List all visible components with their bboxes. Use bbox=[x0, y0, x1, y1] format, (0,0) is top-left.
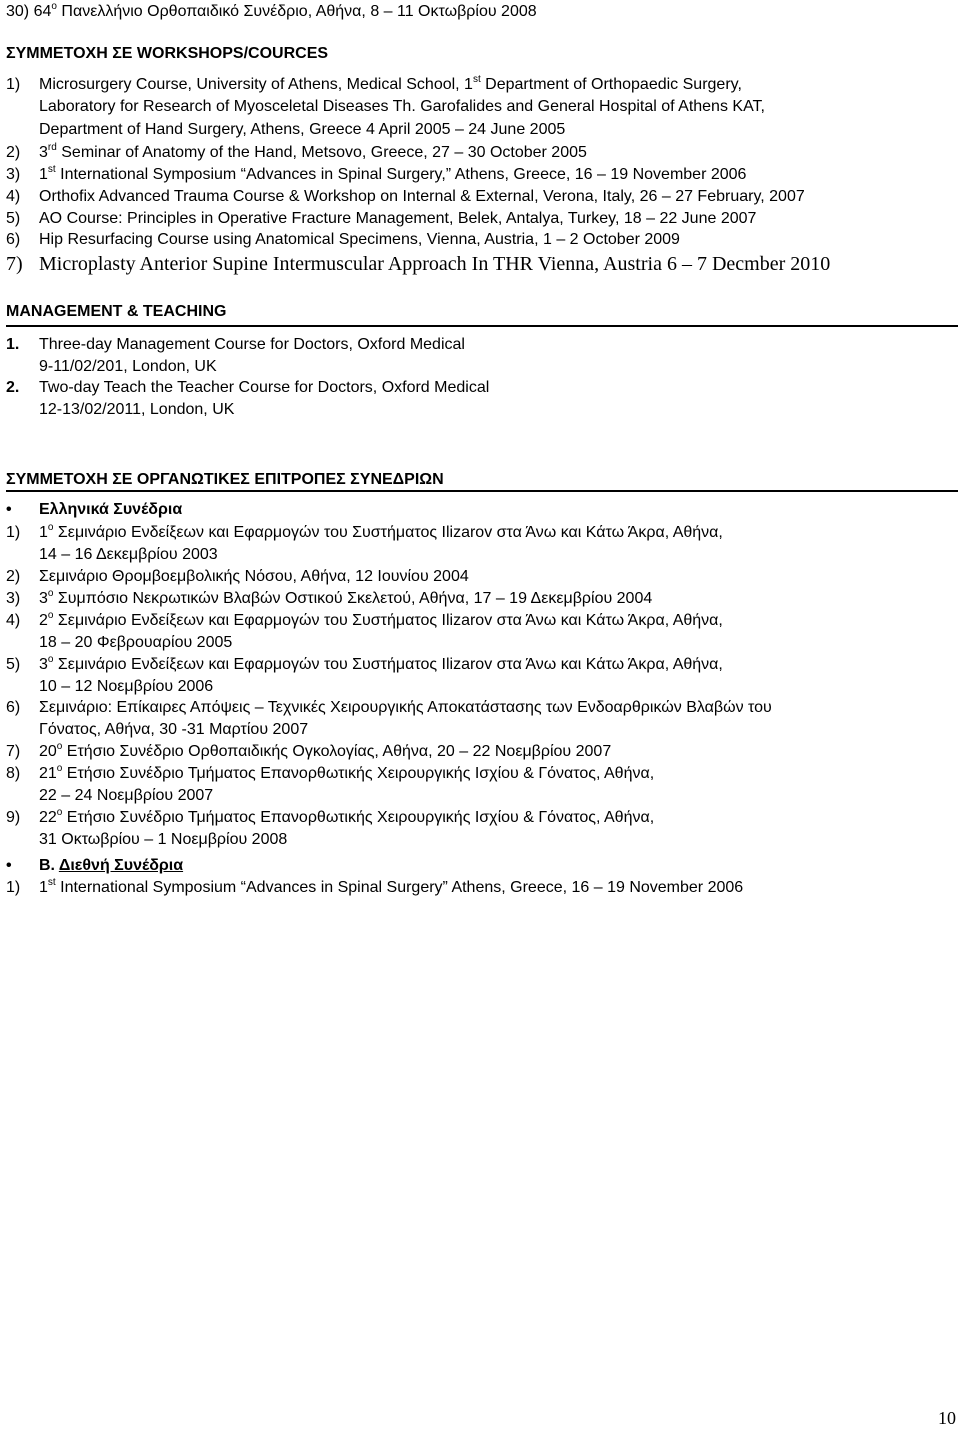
bullet-icon: • bbox=[6, 501, 12, 518]
workshop-item-7: 7) Microplasty Anterior Supine Intermuscular Approach In THR Vienna, Austria 6 – 7 Decmber 2010 bbox=[6, 253, 831, 275]
management-heading: MANAGEMENT & TEACHING bbox=[6, 303, 227, 320]
management-item-2-line-2: 12-13/02/2011, London, UK bbox=[39, 401, 235, 418]
page-number: 10 bbox=[938, 1408, 956, 1428]
greek-item-6-line-2: Γόνατος, Αθήνα, 30 -31 Μαρτίου 2007 bbox=[39, 721, 309, 738]
management-item-1-line-2: 9-11/02/201, London, UK bbox=[39, 358, 217, 375]
greek-item-3: 3) $3^o$ Συμπόσιο Νεκρωτικών Βλαβών Οστικού Σκελετού, Αθήνα, 17 – 19 Δεκεμβρίου 2004 bbox=[6, 588, 653, 607]
workshop-item-1-line-3: Department of Hand Surgery, Athens, Greece 4 April 2005 – 24 June 2005 bbox=[39, 121, 566, 138]
greek-item-9-line-1: 9) $22^o$ Ετήσιο Συνέδριο Τμήματος Επανορθωτικής Χειρουργικής Ισχίου & Γόνατος, Αθήνα, bbox=[6, 807, 655, 826]
workshop-item-1-line-1: 1) Microsurgery Course, University of Athens, Medical School, 1st Department of Orthopaedic Surgery, bbox=[6, 74, 742, 93]
greek-item-8-line-2: 22 – 24 Νοεμβρίου 2007 bbox=[39, 787, 214, 804]
greek-item-9-line-2: 31 Οκτωβρίου – 1 Νοεμβρίου 2008 bbox=[39, 831, 288, 848]
workshop-item-2: 2) 3rd Seminar of Anatomy of the Hand, Metsovo, Greece, 27 – 30 October 2005 bbox=[6, 142, 587, 161]
management-item-1-line-1: 1. Three-day Management Course for Doctors, Oxford Medical bbox=[6, 336, 465, 353]
workshop-item-5: 5) AO Course: Principles in Operative Fracture Management, Belek, Antalya, Turkey, 18 – 22 June 2007 bbox=[6, 210, 757, 227]
greek-item-1-line-1: 1) $1^o$ Σεμινάριο Ενδείξεων και Εφαρμογών του Συστήματος Ilizarov στα Άνω και Κάτω Άκρα, Αθήνα, bbox=[6, 522, 723, 541]
committees-heading: ΣΥΜΜΕΤΟΧΗ ΣΕ ΟΡΓΑΝΩΤΙΚΕΣ ΕΠΙΤΡΟΠΕΣ ΣΥΝΕΔΡΙΩΝ bbox=[6, 471, 444, 488]
workshops-heading: ΣΥΜΜΕΤΟΧΗ ΣΕ WORKSHOPS/COURCES bbox=[6, 45, 329, 62]
greek-item-5-line-1: 5) $3^o$ Σεμινάριο Ενδείξεων και Εφαρμογών του Συστήματος Ilizarov στα Άνω και Κάτω Άκρα, Αθήνα, bbox=[6, 654, 723, 673]
section-divider bbox=[6, 325, 958, 327]
workshop-item-6: 6) Hip Resurfacing Course using Anatomical Specimens, Vienna, Austria, 1 – 2 October 2009 bbox=[6, 231, 680, 248]
greek-conferences-heading: • Ελληνικά Συνέδρια bbox=[6, 501, 183, 518]
greek-item-1-line-2: 14 – 16 Δεκεμβρίου 2003 bbox=[39, 546, 218, 563]
management-item-2-line-1: 2. Two-day Teach the Teacher Course for Doctors, Oxford Medical bbox=[6, 379, 490, 396]
conference-entry-30: 30) $64^o$ Πανελλήνιο Ορθοπαιδικό Συνέδριο, Αθήνα, 8 – 11 Οκτωβρίου 2008 bbox=[6, 1, 537, 20]
bullet-icon: • bbox=[6, 857, 12, 874]
greek-item-7: 7) $20^o$ Ετήσιο Συνέδριο Ορθοπαιδικής Ογκολογίας, Αθήνα, 20 – 22 Νοεμβρίου 2007 bbox=[6, 741, 612, 760]
international-conferences-heading: • Β. Διεθνή Συνέδρια bbox=[6, 857, 184, 874]
workshop-item-4: 4) Orthofix Advanced Trauma Course & Workshop on Internal & External, Verona, Italy, 26 – 27 February, 2007 bbox=[6, 188, 805, 205]
greek-item-8-line-1: 8) $21^o$ Ετήσιο Συνέδριο Τμήματος Επανορθωτικής Χειρουργικής Ισχίου & Γόνατος, Αθήνα, bbox=[6, 763, 655, 782]
greek-item-6-line-1: 6) Σεμινάριο: Επίκαιρες Απόψεις – Τεχνικές Χειρουργικής Αποκατάστασης των Ενδοαρθρικών Βλαβών του bbox=[6, 699, 772, 716]
workshop-item-1-line-2: Laboratory for Research of Myosceletal Diseases Th. Garofalides and General Hospital of Athens KAT, bbox=[39, 98, 765, 115]
section-divider bbox=[6, 490, 958, 492]
international-item-1: 1) 1st International Symposium “Advances in Spinal Surgery” Athens, Greece, 16 – 19 November 2006 bbox=[6, 877, 744, 896]
greek-item-2: 2) Σεμινάριο Θρομβοεμβολικής Νόσου, Αθήνα, 12 Ιουνίου 2004 bbox=[6, 568, 469, 585]
workshop-item-3: 3) 1st International Symposium “Advances in Spinal Surgery,” Athens, Greece, 16 – 19 November 2006 bbox=[6, 164, 747, 183]
greek-item-5-line-2: 10 – 12 Νοεμβρίου 2006 bbox=[39, 678, 214, 695]
greek-item-4-line-2: 18 – 20 Φεβρουαρίου 2005 bbox=[39, 634, 233, 651]
greek-item-4-line-1: 4) $2^o$ Σεμινάριο Ενδείξεων και Εφαρμογών του Συστήματος Ilizarov στα Άνω και Κάτω Άκρα, Αθήνα, bbox=[6, 610, 723, 629]
